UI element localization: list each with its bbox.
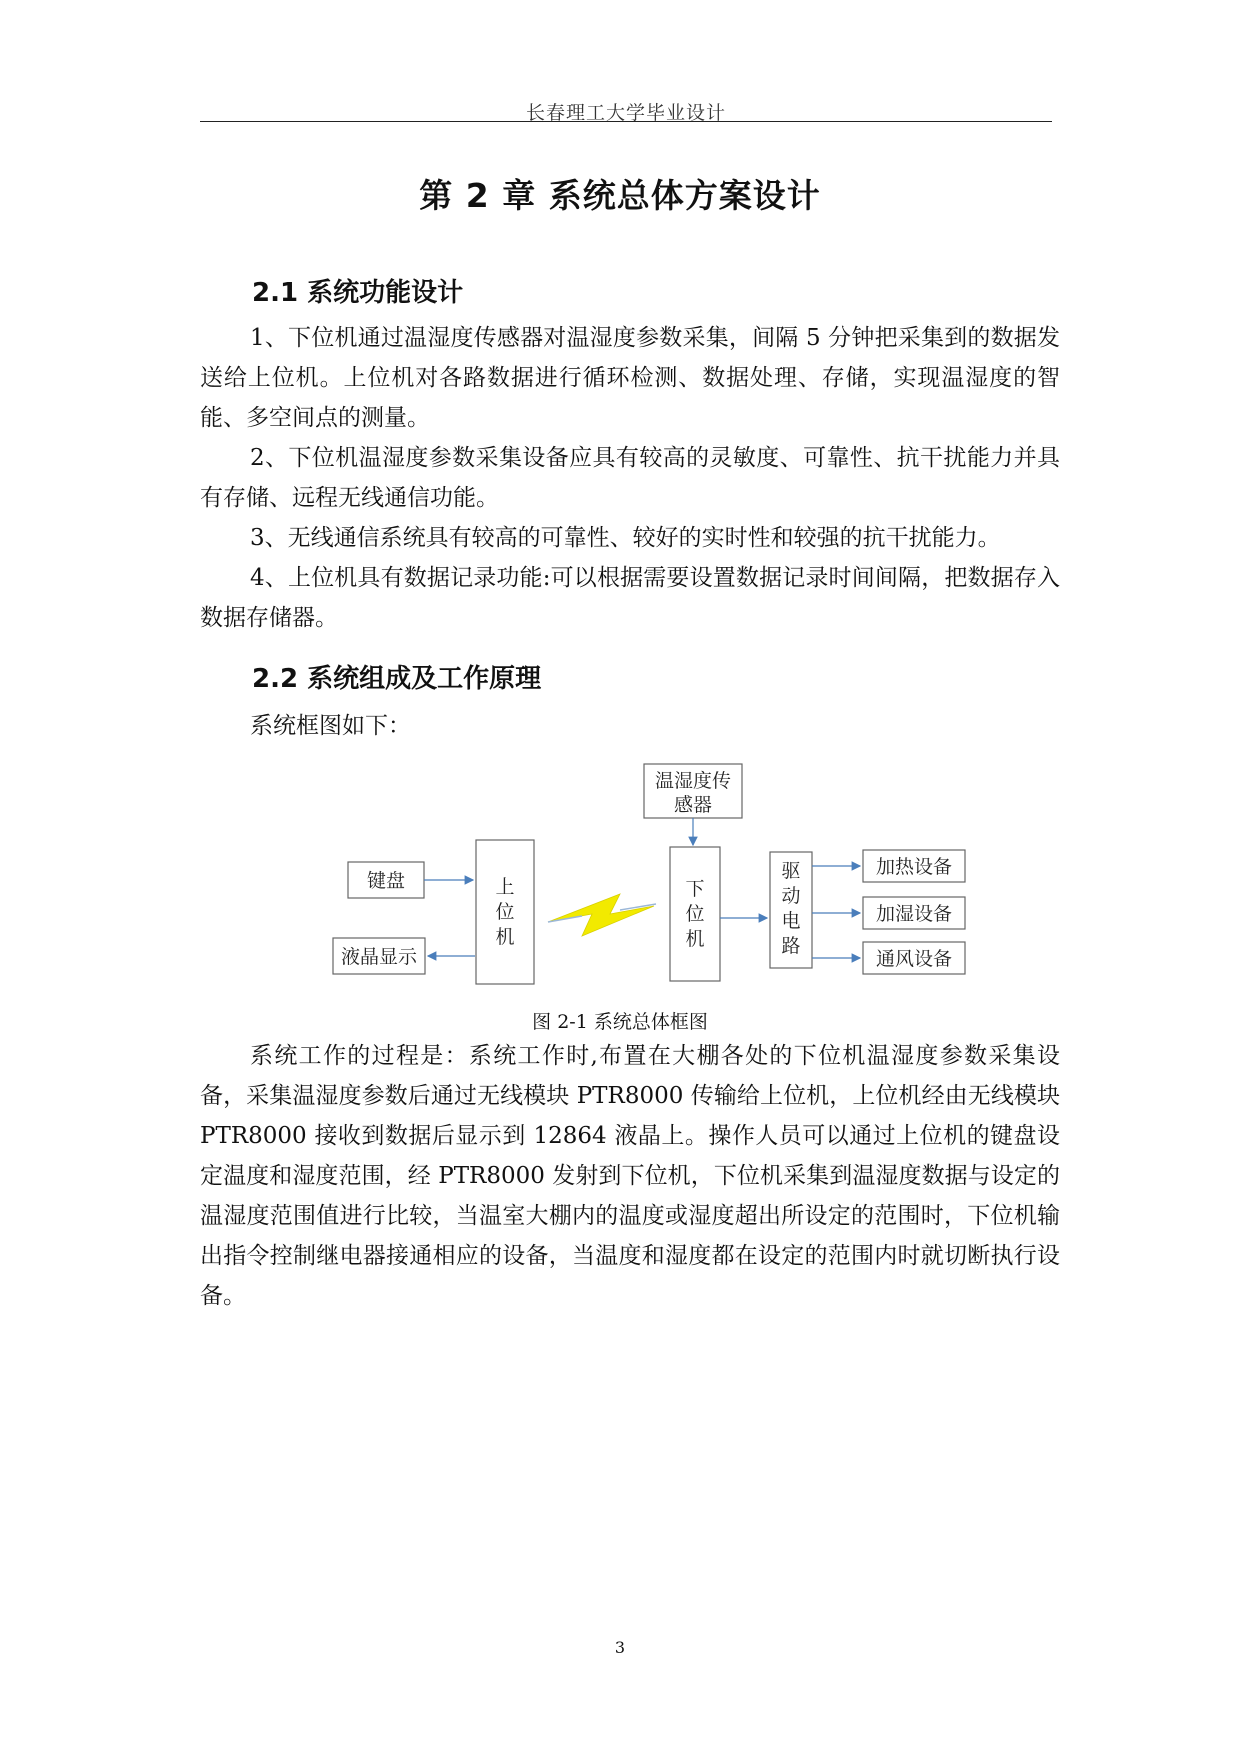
page-header: 长春理工大学毕业设计 (525, 102, 726, 124)
driver-label-4: 路 (781, 935, 801, 957)
chapter-title: 第 2 章 系统总体方案设计 (419, 176, 821, 215)
sensor-label-2: 感器 (673, 794, 713, 816)
host-label-3: 机 (495, 926, 515, 948)
sensor-label-1: 温湿度传 (654, 770, 732, 792)
driver-label-3: 电 (781, 910, 801, 932)
paragraph-1: 1、下位机通过温湿度传感器对温湿度参数采集，间隔 5 分钟把采集到的数据发送给上位机。上位机对各路数据进行循环检测、数据处理、存储，实现温湿度的智能、多空间点的测量。 (200, 325, 1060, 431)
diagram-intro: 系统框图如下： (250, 713, 411, 739)
slave-label-3: 机 (685, 928, 705, 950)
ventilator-label: 通风设备 (875, 948, 953, 970)
paragraph-2: 2、下位机温湿度参数采集设备应具有较高的灵敏度、可靠性、抗干扰能力并具有存储、远程无线通信功能。 (200, 445, 1060, 511)
humidifier-label: 加湿设备 (875, 903, 953, 925)
header-rule (200, 121, 1052, 122)
slave-label-1: 下 (685, 878, 705, 900)
driver-label-2: 动 (781, 885, 801, 907)
driver-label-1: 驱 (781, 860, 801, 882)
paragraph-4: 4、上位机具有数据记录功能:可以根据需要设置数据记录时间间隔，把数据存入数据存储器。 (200, 565, 1060, 631)
system-block-diagram (320, 750, 1000, 990)
heater-label: 加热设备 (875, 856, 953, 878)
keyboard-label: 键盘 (366, 870, 406, 892)
slave-label-2: 位 (685, 903, 705, 925)
section-heading-2-2: 2.2 系统组成及工作原理 (252, 664, 542, 694)
page-number: 3 (614, 1638, 626, 1657)
paragraph-5: 系统工作的过程是：系统工作时,布置在大棚各处的下位机温湿度参数采集设备，采集温湿度参数后通过无线模块 PTR8000 传输给上位机，上位机经由无线模块 PTR8000 接收到数据后显示到 12864 液晶上。操作人员可以通过上位机的键盘设定温度和湿度范围，经 PTR8000 发射到下位机，下位机采集到温湿度数据与设定的温湿度范围值进行比较，当温室大棚内的温度或湿度超出所设定的范围时，下位机输出指令控制继电器接通相应的设备，当温度和湿度都在设定的范围内时就切断执行设备。 (200, 1043, 1060, 1309)
lcd-label: 液晶显示 (340, 946, 418, 968)
figure-caption: 图 2-1 系统总体框图 (532, 1011, 708, 1033)
section-heading-2-1: 2.1 系统功能设计 (252, 278, 464, 308)
wireless-link-bolt (548, 894, 654, 936)
paragraph-3: 3、无线通信系统具有较高的可靠性、较好的实时性和较强的抗干扰能力。 (250, 525, 1001, 551)
host-label-1: 上 (495, 876, 515, 898)
host-label-2: 位 (495, 901, 515, 923)
